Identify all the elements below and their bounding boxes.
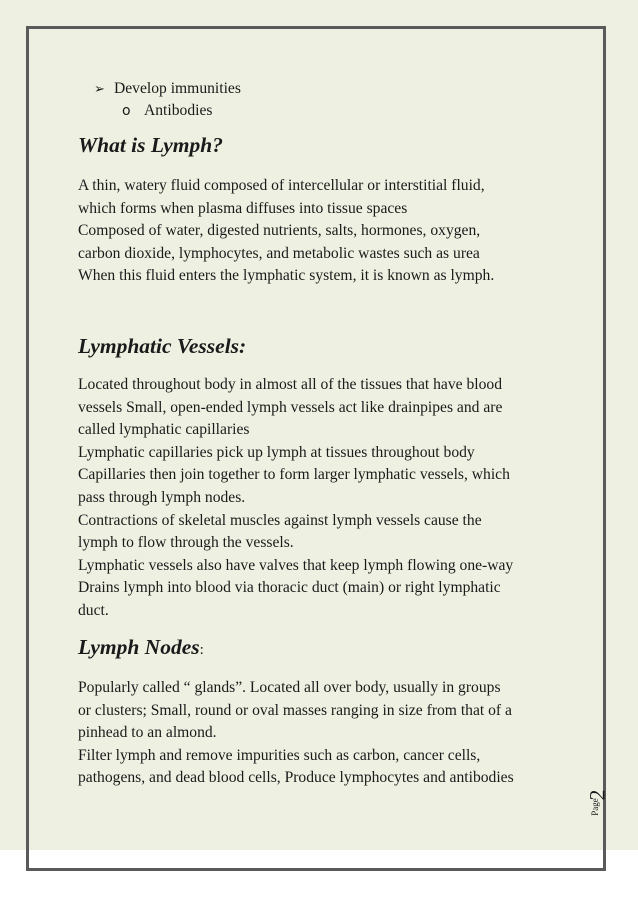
text-line: Lymphatic vessels also have valves that keep lymph flowing one-way [78,556,514,574]
text-line: Drains lymph into blood via thoracic duct (main) or right lymphatic [78,579,501,597]
text-line: pathogens, and dead blood cells, Produce lymphocytes and antibodies [78,769,514,787]
text-line: Lymphatic capillaries pick up lymph at tissues throughout body [78,443,475,461]
text-line: carbon dioxide, lymphocytes, and metabolic wastes such as urea [78,244,480,262]
paragraph-what-is-lymph [78,175,578,288]
text-line: or clusters; Small, round or oval masses ranging in size from that of a [78,701,512,719]
text-line: When this fluid enters the lymphatic system, it is known as lymph. [78,267,495,285]
heading-lymph-nodes: Lymph Nodes: [78,635,204,659]
text-line: which forms when plasma diffuses into tissue spaces [78,199,408,217]
heading-what-is-lymph: What is Lymph? [78,133,223,157]
text-line: Composed of water, digested nutrients, salts, hormones, oxygen, [78,222,481,240]
text-line: Filter lymph and remove impurities such as carbon, cancer cells, [78,746,481,764]
text-line: pass through lymph nodes. [78,488,246,506]
text-line: lymph to flow through the vessels. [78,534,294,552]
page-number-footer [584,782,618,822]
text-line: Capillaries then join together to form larger lymphatic vessels, which [78,466,510,484]
text-line: pinhead to an almond. [78,724,217,742]
text-line: vessels Small, open-ended lymph vessels act like drainpipes and are [78,398,503,416]
circle-bullet-icon: o [122,103,131,119]
text-line: Located throughout body in almost all of the tissues that have blood [78,376,502,393]
text-line: duct. [78,601,109,619]
bullet-develop-immunities: ➢ Develop immunities [94,78,241,102]
text-line: called lymphatic capillaries [78,421,250,439]
arrow-bullet-icon: ➢ [94,82,105,97]
heading-lymphatic-vessels: Lymphatic Vessels: [78,334,247,358]
text-line: A thin, watery fluid composed of intercellular or interstitial fluid, [78,177,485,194]
paragraph-lymphatic-vessels [78,374,578,623]
text-line: Popularly called “ glands”. Located all over body, usually in groups [78,679,501,696]
paragraph-lymph-nodes [78,677,578,790]
page-number: 2 [584,789,610,801]
page-label: Page [590,798,600,816]
bullet-antibodies: o Antibodies [122,100,212,123]
text-line: Contractions of skeletal muscles against lymph vessels cause the [78,511,482,529]
